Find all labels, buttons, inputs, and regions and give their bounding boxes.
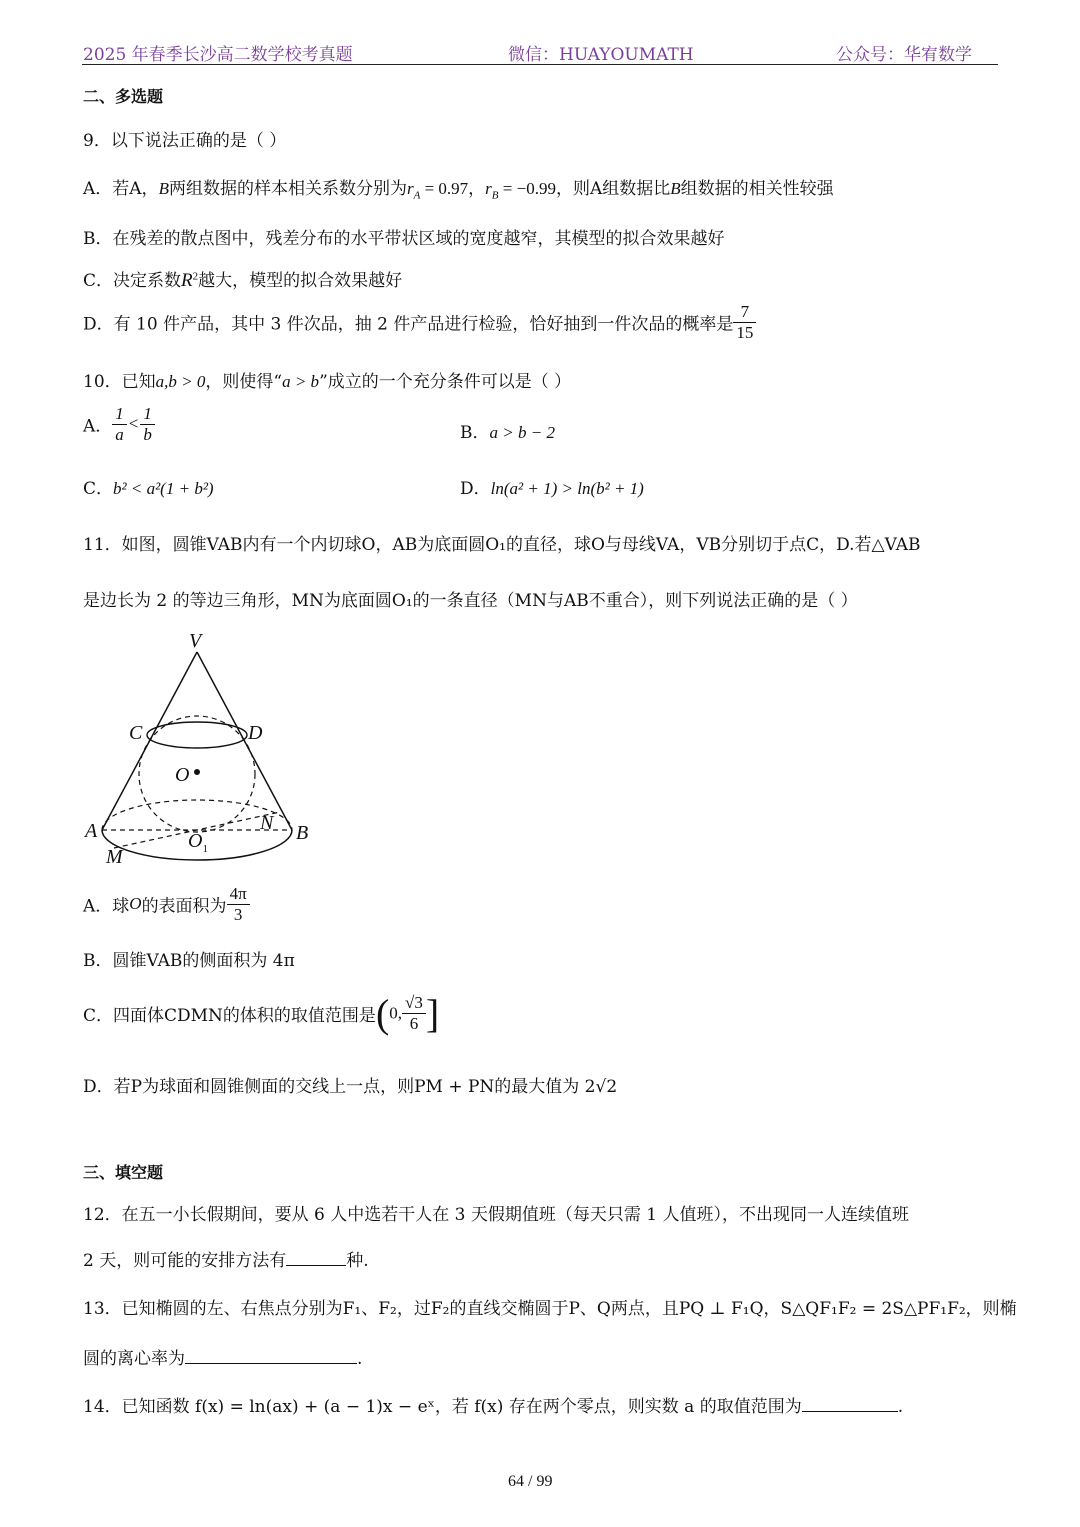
q12-answer-blank[interactable] (286, 1251, 346, 1266)
header-left: 2025 年春季长沙高二数学校考真题 (83, 45, 353, 65)
q9-option-b: B．在残差的散点图中，残差分布的水平带状区域的宽度越窄，其模型的拟合效果越好 (83, 229, 725, 249)
cone-figure (80, 630, 320, 870)
q10-option-d: D．ln(a² + 1) > ln(b² + 1) (460, 479, 644, 499)
header-right: 公众号：华宥数学 (836, 45, 972, 65)
q9-option-a: A．若A，B两组数据的样本相关系数分别为$r_A = 0.97$，$r_B = -0.99$，则A组数据比B组数据的相关性较强 (83, 179, 834, 202)
q13-line1: 13．已知椭圆的左、右焦点分别为F₁、F₂，过F₂的直线交椭圆于P、Q两点，且PQ ⊥ F₁Q，S△QF₁F₂ = 2S△PF₁F₂，则椭 (83, 1299, 1017, 1319)
q11-option-a: A．球O的表面积为 $\frac{4\pi}{3}$ (83, 884, 250, 924)
q11-option-c: C．四面体CDMN的体积的取值范围是(0, $\frac{√3}{6}$ ] (83, 991, 440, 1036)
label-o1: $O_1$ (188, 830, 208, 855)
label-c: C (129, 722, 143, 744)
q9-stem: 9．以下说法正确的是（ ） (83, 131, 287, 151)
section-title-multi-choice: 二、多选题 (83, 87, 164, 106)
q13-answer-blank[interactable] (185, 1349, 357, 1364)
label-a: A (85, 820, 98, 842)
header-center: 微信：HUAYOUMATH (508, 45, 694, 65)
q9-option-d: D．有 10 件产品，其中 3 件次品，抽 2 件产品进行检验，恰好抽到一件次品的概率是 $\frac{7}{15}$ (83, 302, 756, 342)
sphere-center-dot (194, 769, 200, 775)
q14-line: 14．已知函数 f(x) = ln(ax) + (a − 1)x − eˣ，若 f(x) 存在两个零点，则实数 a 的取值范围为 . (83, 1397, 904, 1417)
q12-line1: 12．在五一小长假期间，要从 6 人中选若干人在 3 天假期值班（每天只需 1 人值班），不出现同一人连续值班 (83, 1205, 910, 1225)
label-v: V (189, 630, 202, 652)
q11-option-d: D．若P为球面和圆锥侧面的交线上一点，则PM + PN的最大值为 2√2 (83, 1077, 618, 1097)
tangent-circle (147, 722, 247, 748)
q12-line2: 2 天，则可能的安排方法有 种. (83, 1251, 369, 1271)
q11-stem-line2: 是边长为 2 的等边三角形，MN为底面圆O₁的一条直径（MN与AB不重合），则下列说法正确的是（ ） (83, 591, 858, 611)
q14-answer-blank[interactable] (802, 1397, 898, 1412)
label-n: N (260, 812, 274, 834)
q10-stem: 10．已知a,b > 0，则使得“a > b”成立的一个充分条件可以是（ ） (83, 372, 572, 392)
label-m: M (106, 846, 123, 868)
header-rule (82, 64, 998, 65)
q9-option-c: C．决定系数$R^2$越大，模型的拟合效果越好 (83, 270, 403, 291)
q10-option-b: B．a > b − 2 (460, 423, 555, 443)
q11-stem-line1: 11．如图，圆锥VAB内有一个内切球O，AB为底面圆O₁的直径，球O与母线VA，VB分别切于点C，D.若△VAB (83, 535, 921, 555)
label-b: B (296, 822, 309, 844)
q11-option-b: B．圆锥VAB的侧面积为 4π (83, 951, 295, 971)
label-o: O (175, 764, 190, 786)
section-title-fill-blank: 三、填空题 (83, 1163, 164, 1182)
page-number: 64 / 99 (508, 1473, 553, 1490)
q10-option-c: C．b² < a²(1 + b²) (83, 479, 214, 499)
label-d: D (248, 722, 263, 744)
q10-option-a: A． $\frac{1}{a}$ < $\frac{1}{b}$ (83, 404, 155, 444)
q13-line2: 圆的离心率为 . (83, 1349, 363, 1369)
